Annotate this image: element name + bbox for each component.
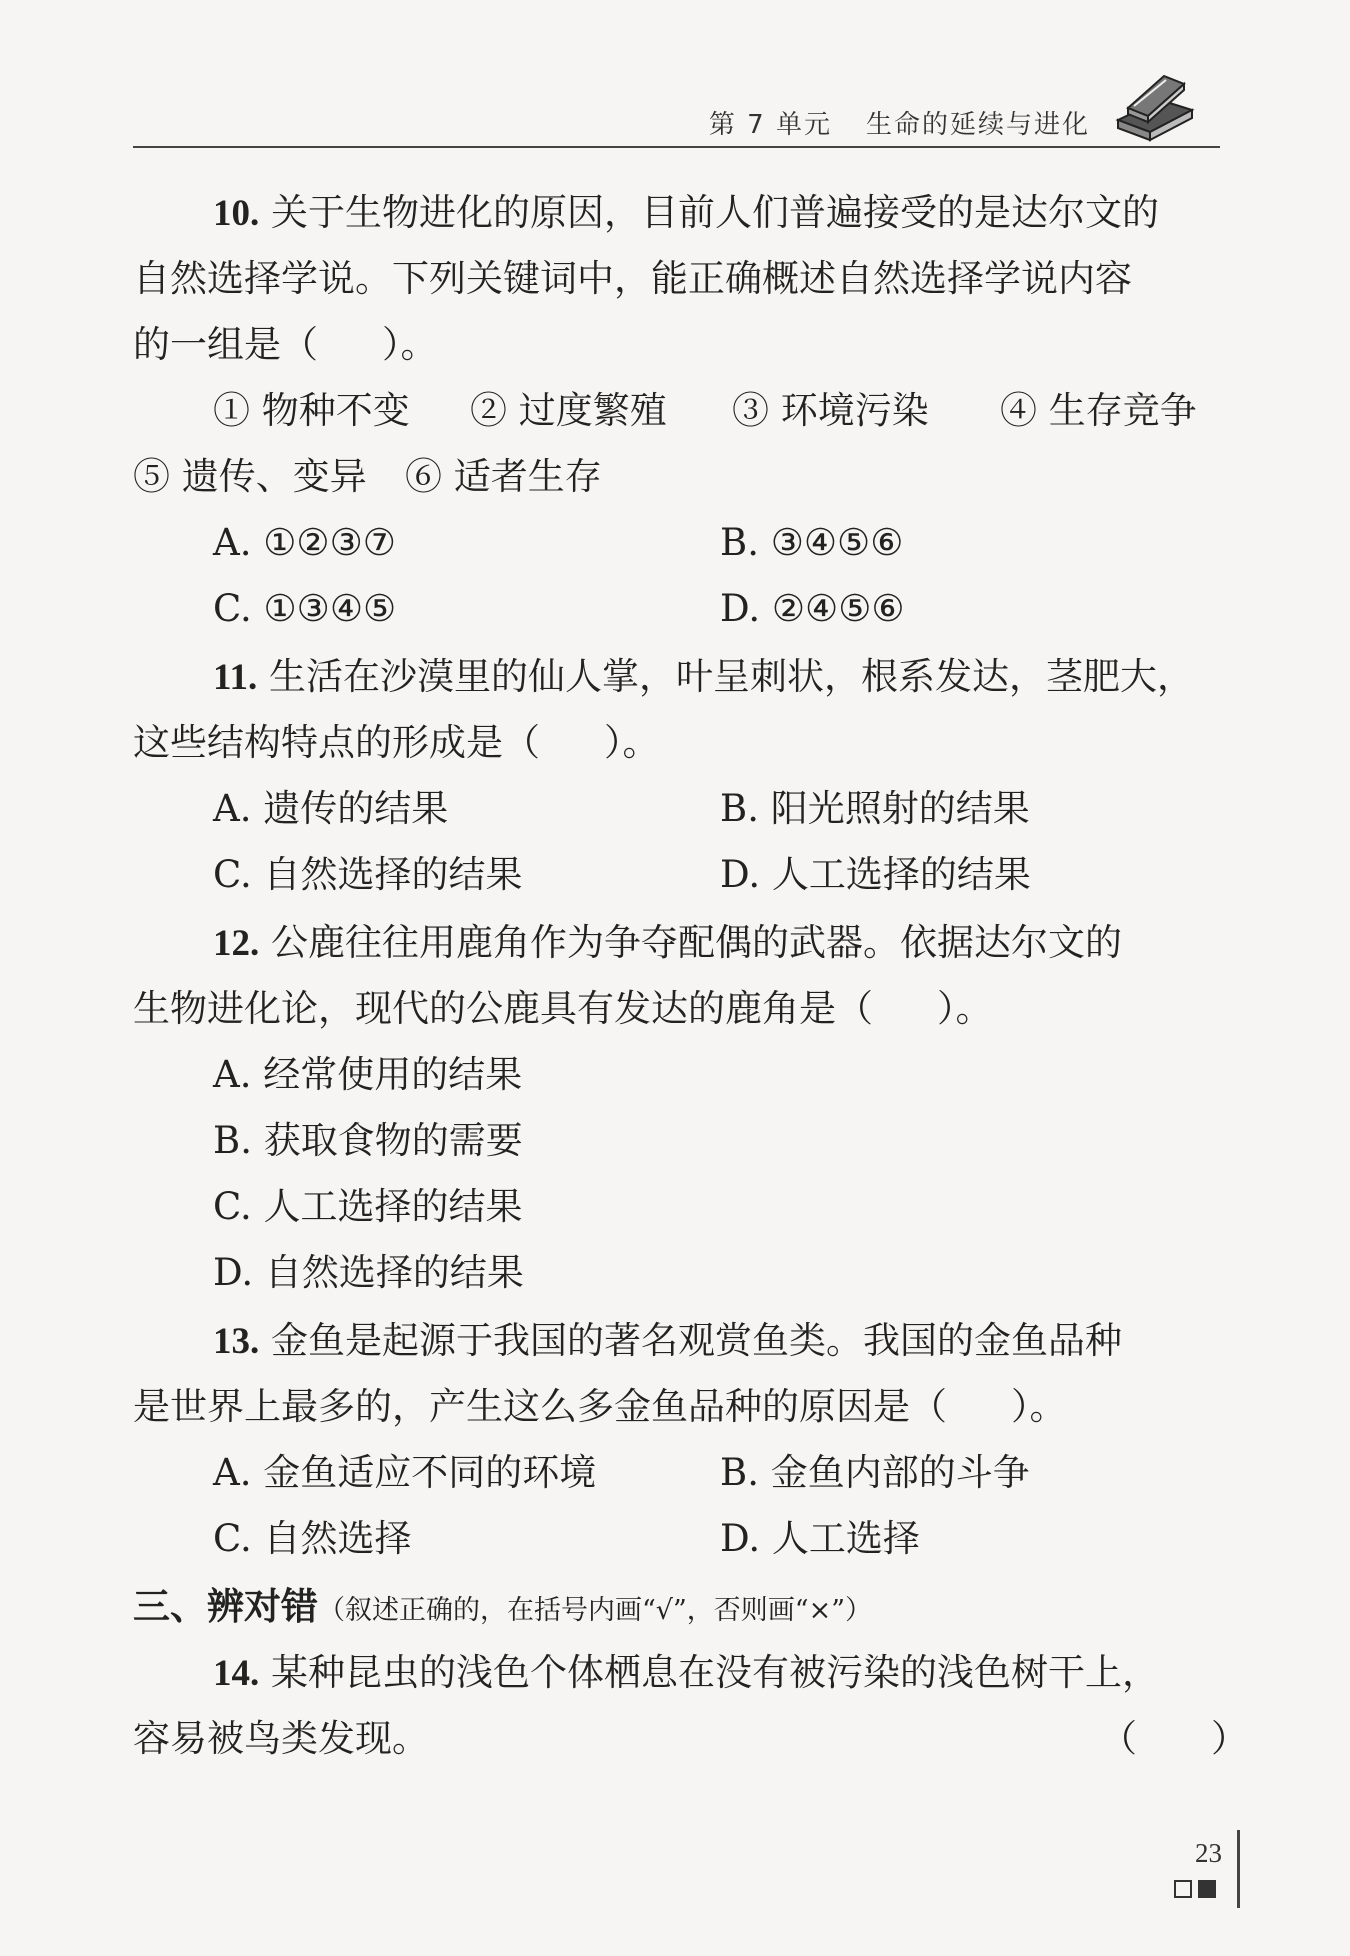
empty-square-icon [1174,1880,1192,1898]
q11-option-c: C. 自然选择的结果 [213,853,523,896]
q13-option-c: C. 自然选择 [213,1517,412,1560]
q14-number: 14. [213,1653,260,1694]
q10-text-1: 关于生物进化的原因，目前人们普遍接受的是达尔文的 [271,191,1160,234]
q11-text-2: 这些结构特点的形成是（ [133,721,540,764]
q13-text-2: 是世界上最多的，产生这么多金鱼品种的原因是（ [133,1385,947,1428]
q11-option-b: B. 阳光照射的结果 [720,787,1030,830]
q11-number: 11. [213,657,258,698]
q12-option-b: B. 获取食物的需要 [213,1119,523,1162]
q10-keyword-4: ④ 生存竞争 [1000,389,1197,432]
q11-option-a: A. 遗传的结果 [213,787,449,830]
q13-option-d: D. 人工选择 [720,1517,920,1560]
q13-option-b: B. 金鱼内部的斗争 [720,1451,1030,1494]
q10-text-2: 自然选择学说。下列关键词中，能正确概述自然选择学说内容 [133,257,1132,300]
section-3-title: 三、辨对错 [133,1585,318,1628]
q10-keyword-5: ⑤ 遗传、变异 [133,455,367,498]
q11-text-2-end: ）。 [604,721,660,764]
books-icon [1108,58,1198,148]
footer-rule [1237,1830,1240,1908]
q11-text-1: 生活在沙漠里的仙人掌，叶呈刺状，根系发达，茎肥大， [268,655,1194,698]
header-unit: 第 7 单元 [708,110,832,140]
q10-text-3: 的一组是（ [133,323,318,366]
page-footer [1160,1830,1240,1910]
q14-text-2: 容易被鸟类发现。 [133,1717,429,1760]
q12-option-d: D. 自然选择的结果 [213,1251,524,1294]
q14-answer-paren: （ ） [1100,1717,1248,1760]
q10-option-d: D. ②④⑤⑥ [720,587,905,630]
q12-option-a: A. 经常使用的结果 [213,1053,523,1096]
q11-option-d: D. 人工选择的结果 [720,853,1031,896]
q13-text-1: 金鱼是起源于我国的著名观赏鱼类。我国的金鱼品种 [271,1319,1123,1362]
section-3-note: （叙述正确的，在括号内画“√”，否则画“×”） [318,1595,873,1626]
q10-keyword-3: ③ 环境污染 [732,389,929,432]
filled-square-icon [1198,1880,1216,1898]
q10-option-b: B. ③④⑤⑥ [720,521,904,564]
q13-option-a: A. 金鱼适应不同的环境 [213,1451,597,1494]
q10-number: 10. [213,193,260,234]
page-header [133,98,1220,148]
q13-number: 13. [213,1321,260,1362]
q12-option-c: C. 人工选择的结果 [213,1185,523,1228]
q10-text-3-end: ）。 [382,323,438,366]
header-chapter-title: 生命的延续与进化 [865,110,1090,140]
header-title [709,104,1090,141]
q10-keyword-1: ① 物种不变 [213,389,410,432]
q14-text-1: 某种昆虫的浅色个体栖息在没有被污染的浅色树干上， [271,1651,1160,1694]
q10-option-c: C. ①③④⑤ [213,587,397,630]
q12-text-1: 公鹿往往用鹿角作为争夺配偶的武器。依据达尔文的 [271,921,1123,964]
q12-number: 12. [213,923,260,964]
q12-text-2: 生物进化论，现代的公鹿具有发达的鹿角是（ [133,987,873,1030]
q10-keyword-6: ⑥ 适者生存 [405,455,602,498]
q10-keyword-2: ② 过度繁殖 [470,389,667,432]
page-number: 23 [1195,1838,1222,1868]
q10-option-a: A. ①②③⑦ [213,521,396,564]
q12-text-2-end: ）。 [937,987,993,1030]
q13-text-2-end: ）。 [1011,1385,1067,1428]
